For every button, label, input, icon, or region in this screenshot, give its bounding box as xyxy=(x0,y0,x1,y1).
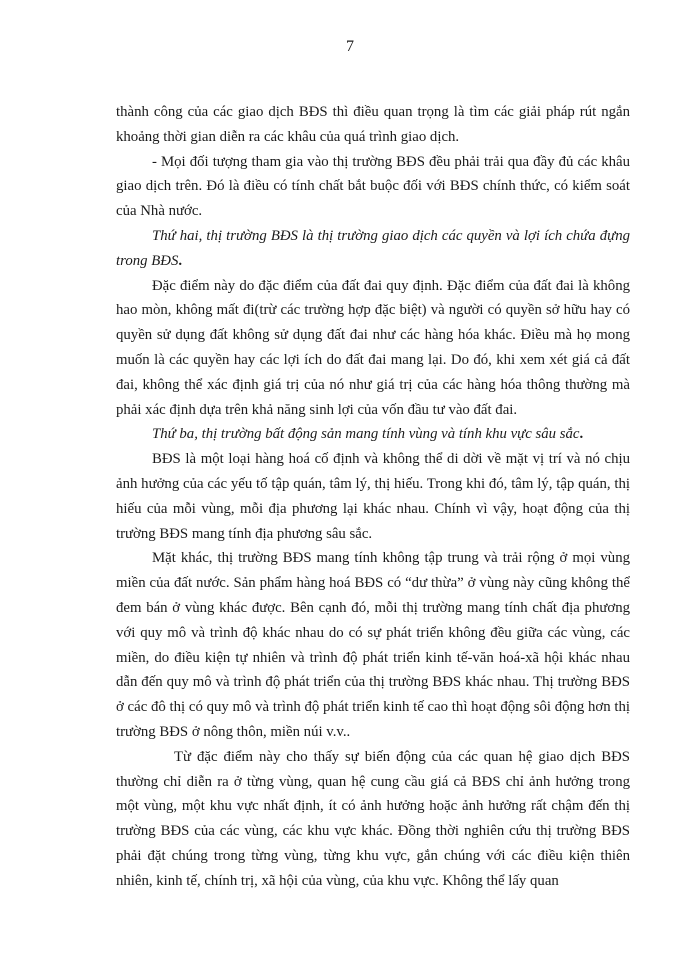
section-heading-second-end: . xyxy=(178,252,183,269)
paragraph-fixed-goods: BĐS là một loại hàng hoá cố định và không thể di dời về mặt vị trí và nó chịu ảnh hưởng của các yếu tố tập quán, tâm lý, thị hiếu. Trong khi đó, tâm lý, tập quán, thị hiếu của mỗi vùng, mỗi địa phương lại khác nhau. Chính vì vậy, hoạt động của thị trường BĐS mang tính địa phương sâu sắc. xyxy=(116,451,630,542)
section-heading-second xyxy=(116,224,630,274)
section-heading-second-text: Thứ hai, thị trường BĐS là thị trường giao dịch các quyền và lợi ích chứa đựng trong BĐS xyxy=(116,227,630,269)
paragraph-land-rights: Đặc điểm này do đặc điểm của đất đai quy định. Đặc điểm của đất đai là không hao mòn, không mất đi(trừ các trường hợp đặc biệt) và người có quyền sở hữu hay có quyền sử dụng đất không sử dụng đất đai như các hàng hóa khác. Điều mà họ mong muốn là các quyền hay các lợi ích do đất đai mang lại. Do đó, khi xem xét giá cả đất đai, không thể xác định giá trị của nó như giá trị của các hàng hóa thông thường mà phải xác định dựa trên khả năng sinh lợi của vốn đầu tư vào đất đai. xyxy=(116,277,630,418)
section-heading-third xyxy=(116,422,630,447)
paragraph-continuation: thành công của các giao dịch BĐS thì điều quan trọng là tìm các giải pháp rút ngắn khoảng thời gian diễn ra các khâu của quá trình giao dịch. xyxy=(116,104,630,145)
paragraph-regional-variation: Từ đặc điểm này cho thấy sự biến động của các quan hệ giao dịch BĐS thường chỉ diễn ra ở từng vùng, quan hệ cung cầu giá cả BĐS chỉ ảnh hưởng trong một vùng, một khu vực nhất định, ít có ảnh hưởng hoặc ảnh hưởng rất chậm đến thị trường BĐS của các vùng, các khu vực khác. Đồng thời nghiên cứu thị trường BĐS phải đặt chúng trong từng vùng, từng khu vực, gắn chúng với các điều kiện thiên nhiên, kinh tế, chính trị, xã hội của vùng, của khu vực. Không thể lấy quan xyxy=(116,748,630,889)
body-text xyxy=(116,100,630,894)
page-number: 7 xyxy=(346,38,354,55)
paragraph-bullet: - Mọi đối tượng tham gia vào thị trường BĐS đều phải trải qua đầy đủ các khâu giao dịch trên. Đó là điều có tính chất bắt buộc đối với BĐS chính thức, có kiểm soát của Nhà nước. xyxy=(116,153,630,220)
section-heading-third-text: Thứ ba, thị trường bất động sản mang tính vùng và tính khu vực sâu sắc xyxy=(152,426,580,443)
section-heading-third-end: . xyxy=(579,426,584,443)
paragraph-regional-spread: Mặt khác, thị trường BĐS mang tính không tập trung và trải rộng ở mọi vùng miền của đất nước. Sản phẩm hàng hoá BĐS có “dư thừa” ở vùng này cũng không thể đem bán ở vùng khác được. Bên cạnh đó, mỗi thị trường mang tính chất địa phương với quy mô và trình độ khác nhau do có sự phát triển không đều giữa các vùng, các miền, do điều kiện tự nhiên và trình độ phát triển kinh tế-văn hoá-xã hội khác nhau dẫn đến quy mô và trình độ phát triển của thị trường BĐS khác nhau. Thị trường BĐS ở các đô thị có quy mô và trình độ phát triển kinh tế cao thì hoạt động sôi động hơn thị trường BĐS ở nông thôn, miền núi v.v.. xyxy=(116,550,630,740)
